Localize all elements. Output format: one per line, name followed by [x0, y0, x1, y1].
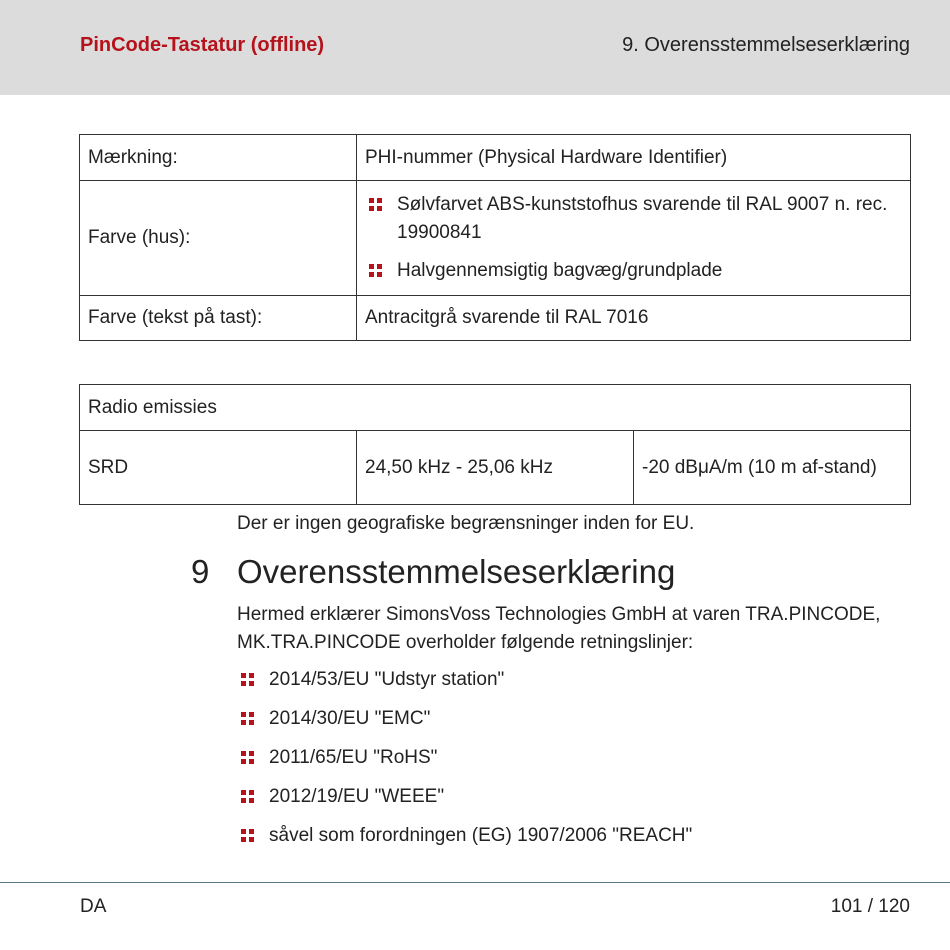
bullet-icon [241, 829, 254, 842]
bullet-icon [241, 751, 254, 764]
bullet-icon [369, 198, 382, 211]
section-title: Overensstemmelseserklæring [237, 553, 676, 590]
section-number: 9 [191, 553, 210, 590]
footer-language: DA [80, 896, 107, 917]
table-row [80, 181, 911, 296]
footer-divider [0, 882, 950, 883]
list-item-text: Sølvfarvet ABS-kunststofhus svarende til RAL 9007 n. rec. 19900841 [397, 194, 888, 243]
document-title: PinCode-Tastatur (offline) [80, 34, 325, 56]
list-item-text: 2011/65/EU "RoHS" [269, 747, 438, 768]
table-cell-value: PHI-nummer (Physical Hardware Identifier) [357, 135, 911, 181]
list-item [365, 257, 902, 285]
table-header-row [80, 385, 911, 431]
list-item-text: Halvgennemsigtig bagvæg/grundplade [397, 260, 723, 281]
table-cell-value [357, 181, 911, 296]
spec-table [79, 134, 911, 341]
list-item [237, 822, 692, 850]
section-intro: Hermed erklærer SimonsVoss Technologies GmbH at varen TRA.PINCODE, MK.TRA.PINCODE overholder følgende retningslinjer: [237, 604, 881, 653]
table-cell-label: Farve (tekst på tast): [80, 296, 357, 341]
chapter-title: 9. Overensstemmelseserklæring [622, 34, 910, 56]
list-item-text: 2014/30/EU "EMC" [269, 708, 431, 729]
page-number: 101 / 120 [830, 896, 910, 917]
list-item [365, 191, 902, 247]
bullet-icon [241, 712, 254, 725]
table-header-cell: Radio emissies [80, 385, 911, 431]
list-item [237, 705, 692, 733]
bullet-icon [369, 264, 382, 277]
bullet-icon [241, 673, 254, 686]
list-item-text: såvel som forordningen (EG) 1907/2006 "REACH" [269, 825, 693, 846]
table-cell-level: -20 dBμA/m (10 m af-stand) [634, 431, 911, 505]
color-bullet-list [365, 191, 902, 285]
page-header [0, 0, 950, 95]
list-item [237, 744, 692, 772]
geographic-note: Der er ingen geografiske begrænsninger inden for EU. [237, 513, 695, 534]
list-item-text: 2014/53/EU "Udstyr station" [269, 669, 505, 690]
list-item [237, 783, 692, 811]
table-cell-type: SRD [80, 431, 357, 505]
radio-emissions-table [79, 384, 911, 505]
directive-list [237, 666, 692, 850]
list-item-text: 2012/19/EU "WEEE" [269, 786, 445, 807]
table-cell-frequency: 24,50 kHz - 25,06 kHz [357, 431, 634, 505]
list-item [237, 666, 692, 694]
table-row [80, 135, 911, 181]
table-cell-value: Antracitgrå svarende til RAL 7016 [357, 296, 911, 341]
table-row [80, 431, 911, 505]
bullet-icon [241, 790, 254, 803]
table-cell-label: Farve (hus): [80, 181, 357, 296]
table-row [80, 296, 911, 341]
table-cell-label: Mærkning: [80, 135, 357, 181]
